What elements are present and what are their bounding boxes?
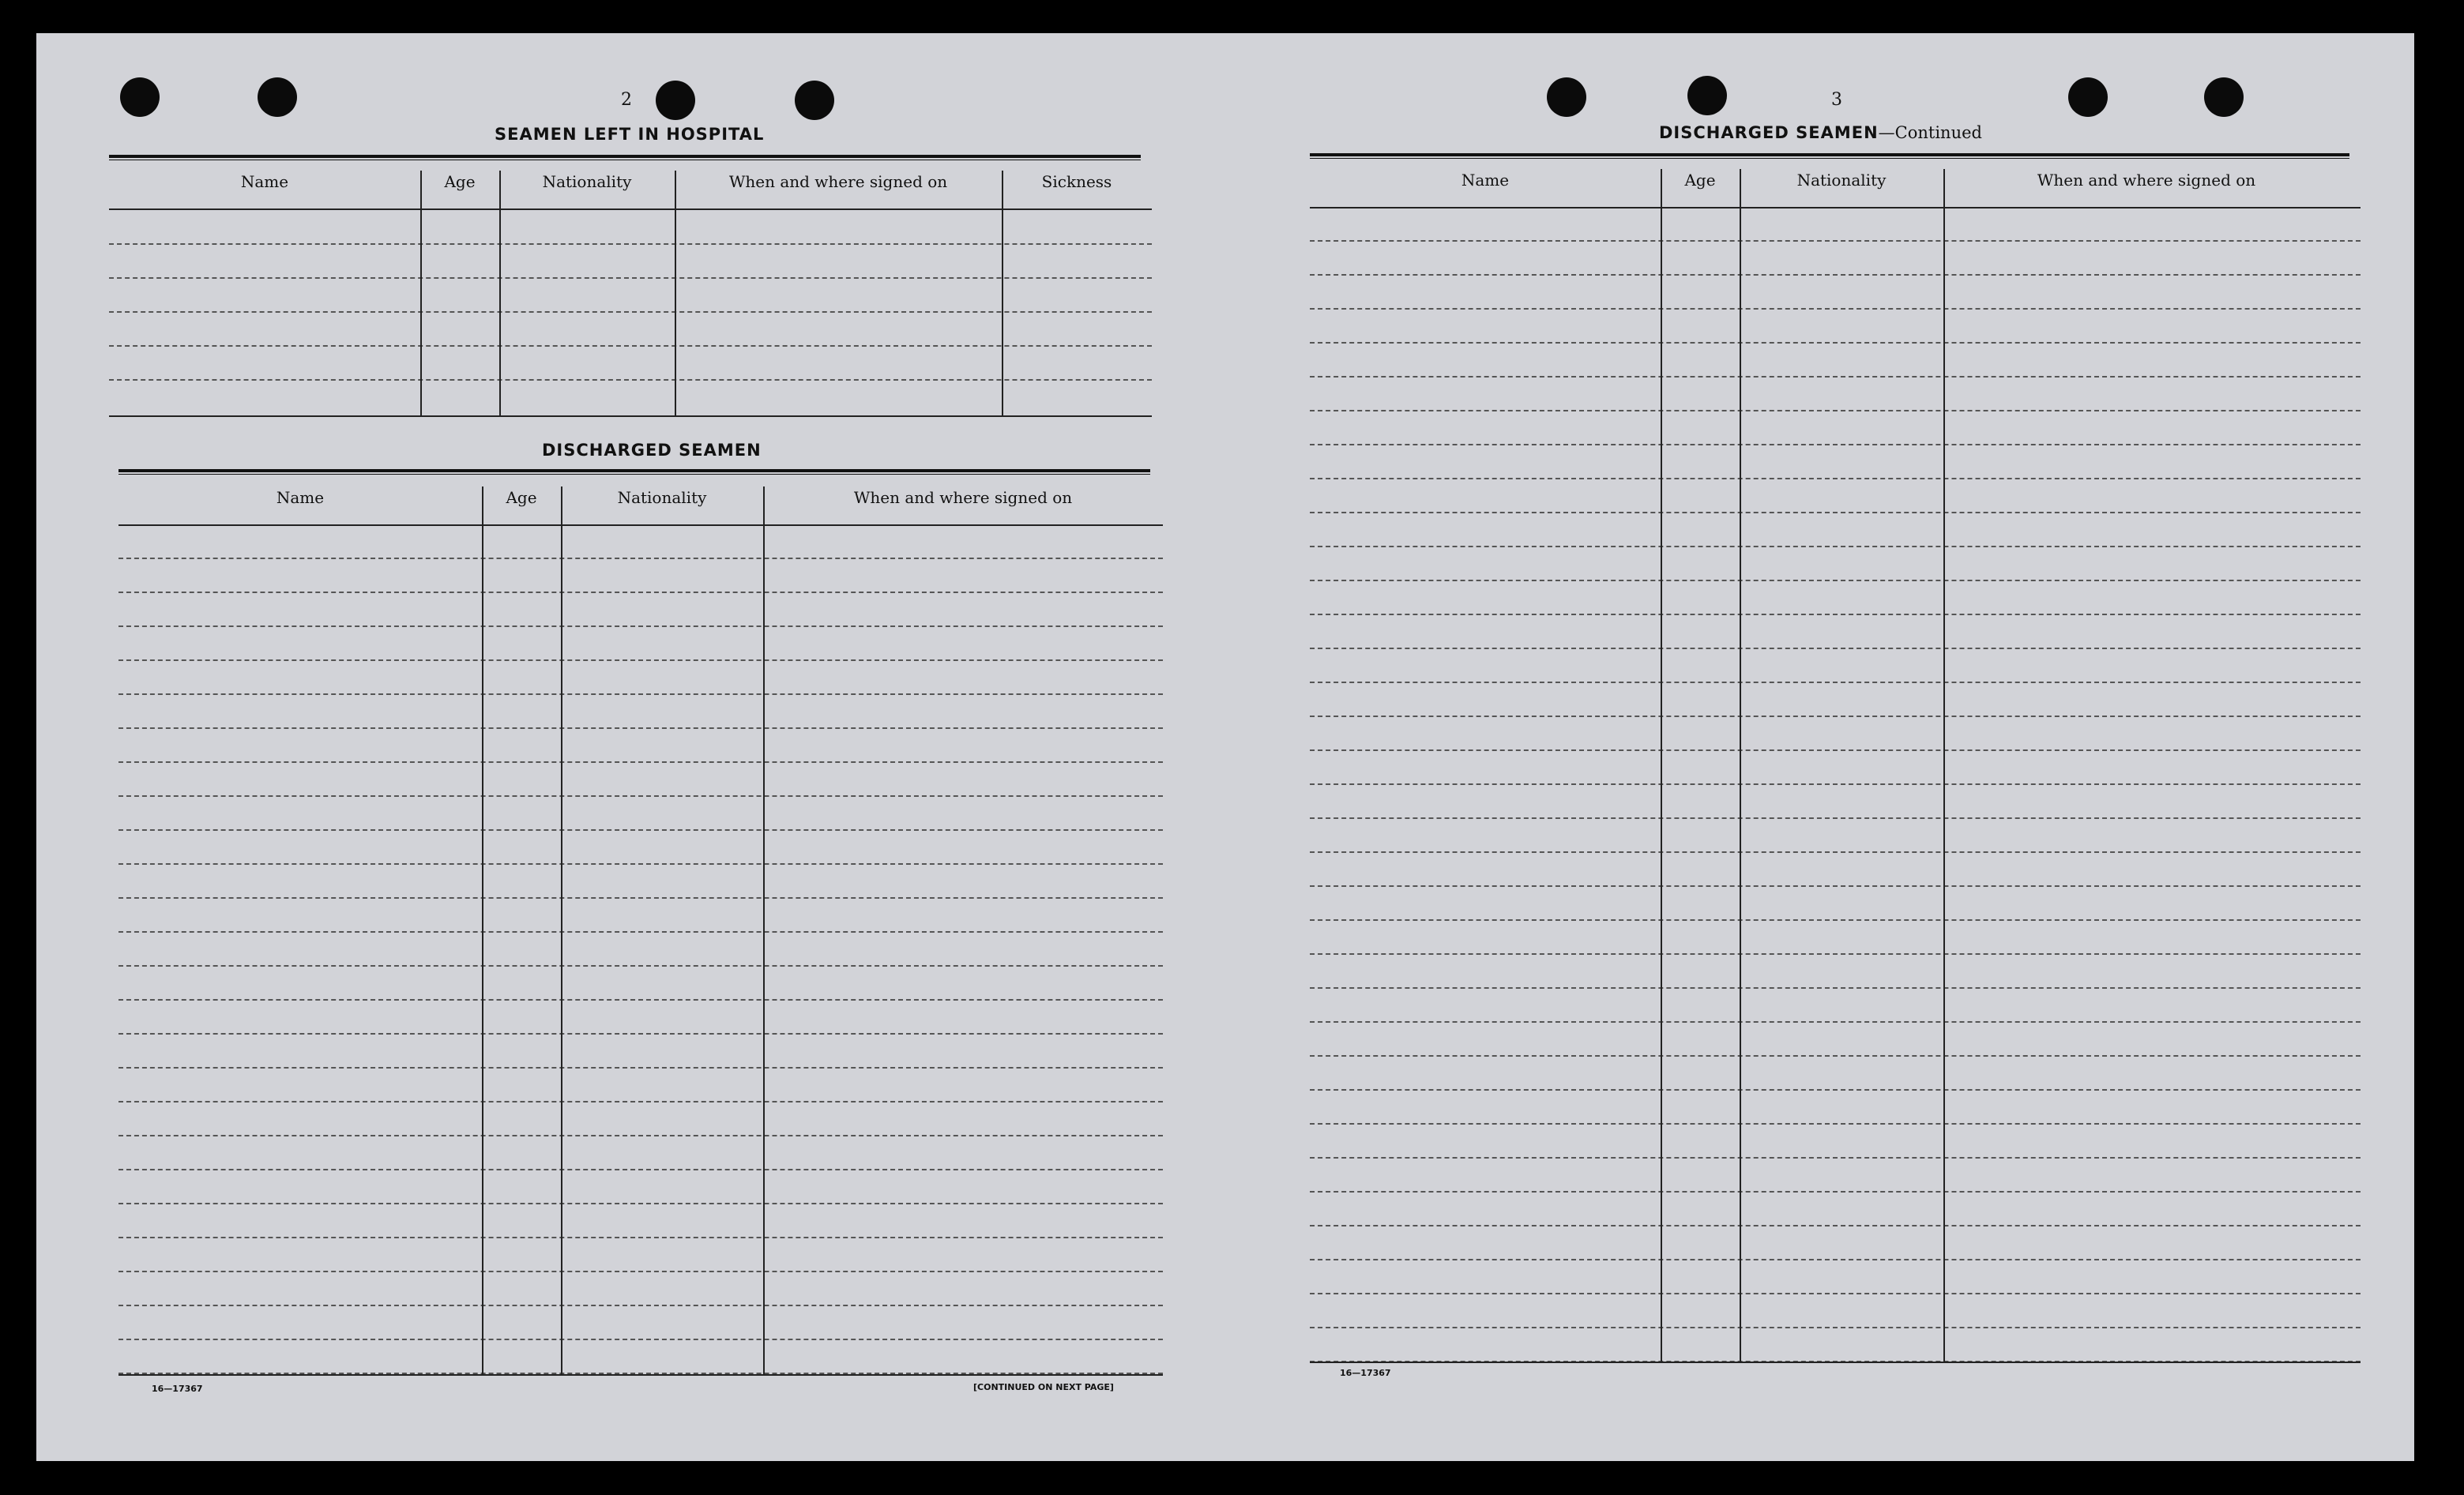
row-line xyxy=(118,1237,1163,1238)
right-col-name: Name xyxy=(1461,171,1510,190)
row-line xyxy=(118,1271,1163,1272)
row-line xyxy=(1310,919,2361,921)
right-col-age: Age xyxy=(1684,171,1716,190)
row-line xyxy=(118,727,1163,729)
column-divider xyxy=(1943,169,1945,1362)
punch-hole xyxy=(1547,77,1586,117)
row-line xyxy=(1310,1259,2361,1260)
row-line xyxy=(118,1067,1163,1069)
column-divider xyxy=(763,486,765,1374)
row-line xyxy=(1310,953,2361,955)
row-line xyxy=(1310,1293,2361,1294)
bottom-rule xyxy=(109,415,1152,417)
form-sheet xyxy=(36,33,2414,1461)
right-top-rule xyxy=(1310,153,2349,159)
row-line xyxy=(1310,682,2361,683)
row-line xyxy=(118,761,1163,763)
hospital-col-sickness: Sickness xyxy=(1041,172,1112,191)
row-line xyxy=(1310,512,2361,513)
form-number-left: 16—17367 xyxy=(152,1384,203,1394)
row-line xyxy=(1310,410,2361,411)
row-line xyxy=(1310,1123,2361,1125)
column-divider xyxy=(1002,171,1003,415)
row-line xyxy=(109,379,1152,381)
right-section-title-suffix: —Continued xyxy=(1878,123,1982,142)
row-line xyxy=(1310,240,2361,242)
row-line xyxy=(118,829,1163,831)
punch-hole xyxy=(120,77,160,117)
row-line xyxy=(118,1339,1163,1340)
row-line xyxy=(1310,1021,2361,1023)
column-divider xyxy=(482,486,483,1374)
row-line xyxy=(118,1135,1163,1136)
row-line xyxy=(1310,987,2361,989)
row-line xyxy=(1310,648,2361,649)
row-line xyxy=(1310,783,2361,785)
row-line xyxy=(1310,1191,2361,1193)
row-line xyxy=(1310,444,2361,445)
column-divider xyxy=(420,171,422,415)
row-line xyxy=(1310,817,2361,819)
column-divider xyxy=(561,486,562,1374)
punch-hole xyxy=(2204,77,2244,117)
row-line xyxy=(1310,614,2361,615)
row-line xyxy=(109,277,1152,279)
row-line xyxy=(118,693,1163,695)
row-line xyxy=(1310,580,2361,581)
right-col-signed-on: When and where signed on xyxy=(2037,171,2256,190)
row-line xyxy=(109,311,1152,313)
row-line xyxy=(118,558,1163,559)
row-line xyxy=(118,659,1163,661)
row-line xyxy=(1310,716,2361,717)
hospital-col-signed-on: When and where signed on xyxy=(728,172,948,191)
row-line xyxy=(118,897,1163,899)
row-line xyxy=(1310,1089,2361,1091)
right-col-nationality: Nationality xyxy=(1796,171,1887,190)
column-divider xyxy=(675,171,676,415)
continued-note: [CONTINUED ON NEXT PAGE] xyxy=(973,1382,1114,1392)
punch-hole xyxy=(795,81,834,120)
row-line xyxy=(118,1169,1163,1170)
hospital-col-nationality: Nationality xyxy=(542,172,632,191)
column-divider xyxy=(499,171,501,415)
row-line xyxy=(1310,1225,2361,1226)
row-line xyxy=(109,345,1152,347)
header-rule xyxy=(1310,207,2361,208)
row-line xyxy=(1310,749,2361,751)
punch-hole xyxy=(656,81,695,120)
hospital-top-rule xyxy=(109,155,1141,160)
column-divider xyxy=(1661,169,1662,1362)
discharged-col-nationality: Nationality xyxy=(617,488,707,507)
row-line xyxy=(1310,274,2361,276)
discharged-top-rule xyxy=(118,469,1150,475)
row-line xyxy=(1310,885,2361,887)
punch-hole xyxy=(2068,77,2108,117)
discharged-col-name: Name xyxy=(276,488,325,507)
row-line xyxy=(118,1033,1163,1035)
header-rule xyxy=(109,208,1152,210)
right-section-title-main: DISCHARGED SEAMEN xyxy=(1659,123,1879,142)
punch-hole xyxy=(258,77,297,117)
row-line xyxy=(118,965,1163,967)
row-line xyxy=(1310,546,2361,547)
hospital-col-age: Age xyxy=(444,172,476,191)
row-line xyxy=(1310,1327,2361,1328)
row-line xyxy=(118,931,1163,933)
row-line xyxy=(1310,1055,2361,1057)
row-line xyxy=(1310,851,2361,853)
row-line xyxy=(118,1101,1163,1102)
form-number-right: 16—17367 xyxy=(1340,1368,1391,1378)
header-rule xyxy=(118,524,1163,526)
right-section-title xyxy=(1659,123,1982,142)
row-line xyxy=(118,863,1163,865)
row-line xyxy=(118,592,1163,593)
row-line xyxy=(118,1305,1163,1306)
row-line xyxy=(1310,376,2361,378)
row-line xyxy=(118,999,1163,1001)
hospital-section-title: SEAMEN LEFT IN HOSPITAL xyxy=(495,125,765,144)
row-line xyxy=(109,243,1152,245)
page-number-left: 2 xyxy=(621,90,632,110)
discharged-col-signed-on: When and where signed on xyxy=(853,488,1073,507)
punch-hole xyxy=(1687,76,1727,115)
row-line xyxy=(118,1203,1163,1204)
row-line xyxy=(1310,342,2361,344)
row-line xyxy=(118,625,1163,627)
column-divider xyxy=(1740,169,1741,1362)
row-line xyxy=(1310,1157,2361,1159)
discharged-col-age: Age xyxy=(506,488,537,507)
row-line xyxy=(1310,308,2361,310)
discharged-section-title: DISCHARGED SEAMEN xyxy=(542,441,762,460)
hospital-col-name: Name xyxy=(240,172,289,191)
row-line xyxy=(1310,478,2361,479)
page-number-right: 3 xyxy=(1831,90,1842,110)
row-line xyxy=(118,795,1163,797)
bottom-rule xyxy=(118,1374,1163,1376)
bottom-rule xyxy=(1310,1362,2361,1363)
